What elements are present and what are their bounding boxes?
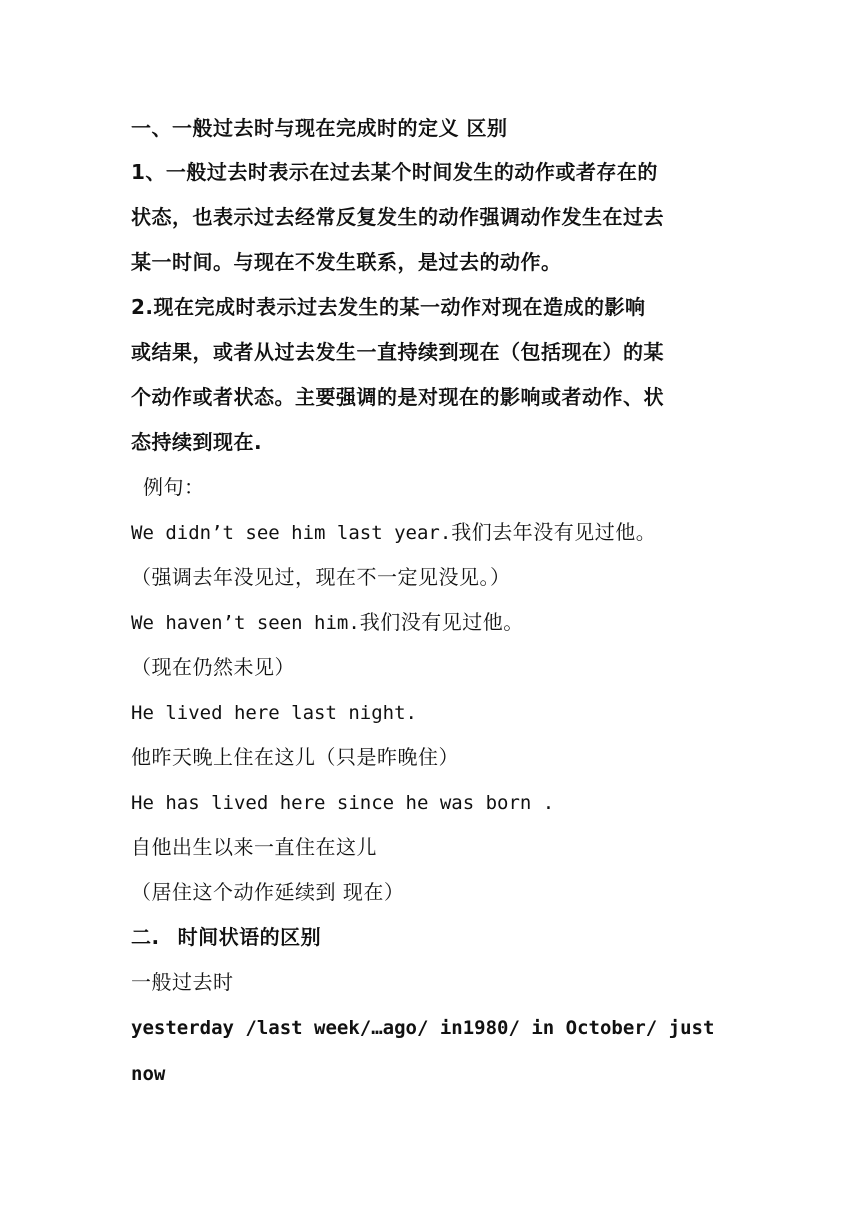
definition-1-line-3: 某一时间。与现在不发生联系，是过去的动作。 (131, 250, 562, 274)
definition-2-line-2: 或结果，或者从过去发生一直持续到现在（包括现在）的某 (131, 340, 664, 364)
section-heading-2-number: 二. (131, 925, 160, 949)
definition-2-line-1: 2.现在完成时表示过去发生的某一动作对现在造成的影响 (131, 295, 646, 319)
example-1-chinese: 我们去年没有见过他。 (451, 520, 657, 544)
section-heading-1: 一、一般过去时与现在完成时的定义 区别 (131, 116, 508, 140)
example-2 (131, 608, 731, 637)
example-3-chinese: 他昨天晚上住在这儿（只是昨晚住） (131, 745, 459, 769)
definition-1-line-1: 1、一般过去时表示在过去某个时间发生的动作或者存在的 (131, 160, 658, 184)
example-4-english: He has lived here since he was born . (131, 792, 555, 814)
example-1 (131, 518, 731, 547)
example-2-chinese: 我们没有见过他。 (359, 610, 524, 634)
definition-2-line-3: 个动作或者状态。主要强调的是对现在的影响或者动作、状 (131, 385, 664, 409)
example-1-note: （强调去年没见过，现在不一定见没见。） (131, 565, 511, 589)
example-2-english: We haven’t seen him. (131, 612, 360, 634)
time-words-line-2: now (131, 1063, 166, 1085)
section-heading-2-title: 时间状语的区别 (177, 925, 322, 949)
example-4-note: （居住这个动作延续到 现在） (131, 880, 405, 904)
section-heading-2 (131, 923, 731, 951)
example-3-english: He lived here last night. (131, 702, 417, 724)
definition-1-line-2: 状态，也表示过去经常反复发生的动作强调动作发生在过去 (131, 205, 664, 229)
example-4-chinese: 自他出生以来一直住在这儿 (131, 835, 377, 859)
past-tense-label: 一般过去时 (131, 970, 234, 994)
examples-label: 例句： (143, 475, 205, 499)
time-words-line-1: yesterday /last week/…ago/ in1980/ in October/ just (131, 1017, 715, 1039)
example-2-note: （现在仍然未见） (131, 655, 295, 679)
example-1-english: We didn’t see him last year. (131, 522, 452, 544)
definition-2-line-4: 态持续到现在. (131, 430, 263, 454)
